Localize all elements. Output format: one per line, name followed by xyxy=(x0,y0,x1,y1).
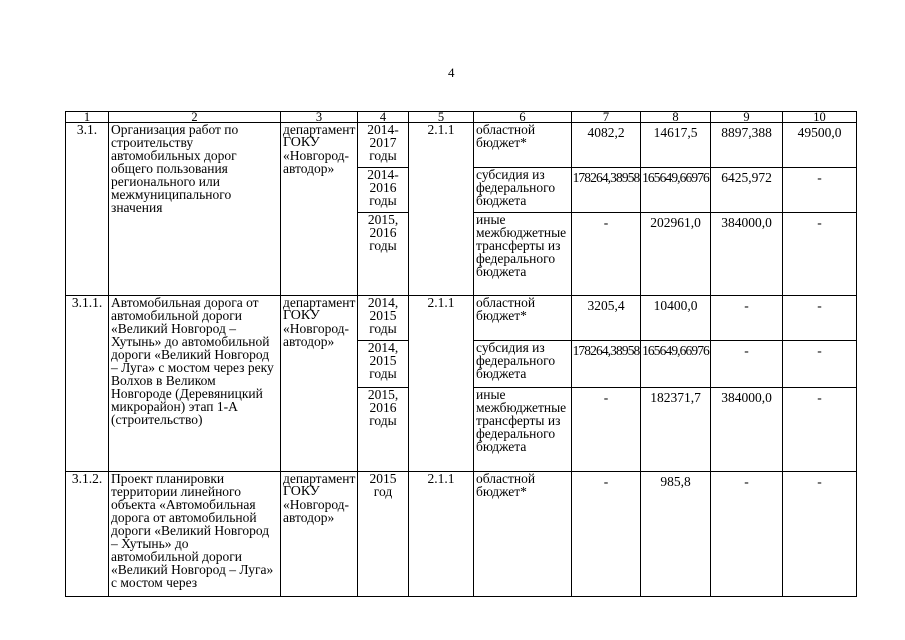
value-cell: 384000,0 xyxy=(711,213,783,296)
value-cell: 10400,0 xyxy=(641,296,711,341)
dept-line: департамент xyxy=(283,122,356,137)
table-row xyxy=(66,296,857,341)
value-cell: 178264,38958 xyxy=(572,341,641,388)
value-cell: - xyxy=(783,296,857,341)
dept-line: ГОКУ xyxy=(283,484,320,499)
table-row xyxy=(66,472,857,597)
source-cell: субсидия из федерального бюджета xyxy=(474,168,572,213)
column-header: 8 xyxy=(641,112,711,123)
measure-name: Организация работ по строительству автомобильных дорог общего пользования регионального или межмуниципального значения xyxy=(109,123,281,296)
value-cell: - xyxy=(783,341,857,388)
source-cell: иные межбюджетные трансферты из федерального бюджета xyxy=(474,388,572,472)
period-cell: 2015, 2016 годы xyxy=(358,213,409,296)
value-cell: 8897,388 xyxy=(711,123,783,168)
column-header: 6 xyxy=(474,112,572,123)
source-cell: областной бюджет* xyxy=(474,296,572,341)
target-code: 2.1.1 xyxy=(409,123,474,296)
row-number: 3.1.1. xyxy=(66,296,109,472)
value-cell: - xyxy=(711,472,783,597)
row-number: 3.1.2. xyxy=(66,472,109,597)
period-cell: 2015, 2016 годы xyxy=(358,388,409,472)
period-cell: 2014, 2015 годы xyxy=(358,341,409,388)
responsible-dept xyxy=(281,123,358,296)
row-number: 3.1. xyxy=(66,123,109,296)
column-header: 9 xyxy=(711,112,783,123)
value-cell: 165649,66976 xyxy=(641,168,711,213)
column-header: 3 xyxy=(281,112,358,123)
column-header: 4 xyxy=(358,112,409,123)
column-header: 7 xyxy=(572,112,641,123)
value-cell: - xyxy=(572,388,641,472)
value-cell: 178264,38958 xyxy=(572,168,641,213)
value-cell: - xyxy=(711,296,783,341)
value-cell: 165649,66976 xyxy=(641,341,711,388)
value-cell: 49500,0 xyxy=(783,123,857,168)
value-cell: 14617,5 xyxy=(641,123,711,168)
value-cell: - xyxy=(572,472,641,597)
column-header: 1 xyxy=(66,112,109,123)
measure-name: Автомобильная дорога от автомобильной дороги «Великий Новгород – Хутынь» до автомобильной дороги «Великий Новгород – Луга» с мостом через реку Волхов в Великом Новгороде (Деревяницкий микрорайон) этап 1-А (строительство) xyxy=(109,296,281,472)
value-cell: - xyxy=(711,341,783,388)
value-cell: - xyxy=(572,213,641,296)
value-cell: 384000,0 xyxy=(711,388,783,472)
period-cell: 2014-2017 годы xyxy=(358,123,409,168)
value-cell: - xyxy=(783,388,857,472)
period-cell: 2015 год xyxy=(358,472,409,597)
value-cell: - xyxy=(783,168,857,213)
period-cell: 2014, 2015 годы xyxy=(358,296,409,341)
value-cell: - xyxy=(783,213,857,296)
header-row xyxy=(66,112,857,123)
dept-line: «Новгород-автодор» xyxy=(283,321,350,349)
source-cell: иные межбюджетные трансферты из федерального бюджета xyxy=(474,213,572,296)
source-cell: областной бюджет* xyxy=(474,472,572,597)
value-cell: 6425,972 xyxy=(711,168,783,213)
source-cell: субсидия из федерального бюджета xyxy=(474,341,572,388)
program-table xyxy=(65,111,857,597)
column-header: 2 xyxy=(109,112,281,123)
value-cell: 985,8 xyxy=(641,472,711,597)
dept-line: ГОКУ xyxy=(283,308,320,323)
dept-line: «Новгород-автодор» xyxy=(283,497,350,525)
table-row xyxy=(66,123,857,168)
value-cell: 182371,7 xyxy=(641,388,711,472)
dept-line: «Новгород-автодор» xyxy=(283,148,350,176)
dept-line: ГОКУ xyxy=(283,135,320,150)
responsible-dept xyxy=(281,296,358,472)
source-cell: областной бюджет* xyxy=(474,123,572,168)
target-code: 2.1.1 xyxy=(409,472,474,597)
column-header: 5 xyxy=(409,112,474,123)
target-code: 2.1.1 xyxy=(409,296,474,472)
value-cell: 3205,4 xyxy=(572,296,641,341)
value-cell: 4082,2 xyxy=(572,123,641,168)
column-header: 10 xyxy=(783,112,857,123)
value-cell: 202961,0 xyxy=(641,213,711,296)
value-cell: - xyxy=(783,472,857,597)
period-cell: 2014-2016 годы xyxy=(358,168,409,213)
page-number: 4 xyxy=(448,65,455,80)
dept-line: департамент xyxy=(283,295,356,310)
measure-name: Проект планировки территории линейного объекта «Автомобильная дорога от автомобильной дороги «Великий Новгород – Хутынь» до автомобильной дороги «Великий Новгород – Луга» с мостом через xyxy=(109,472,281,597)
responsible-dept xyxy=(281,472,358,597)
dept-line: департамент xyxy=(283,471,356,486)
